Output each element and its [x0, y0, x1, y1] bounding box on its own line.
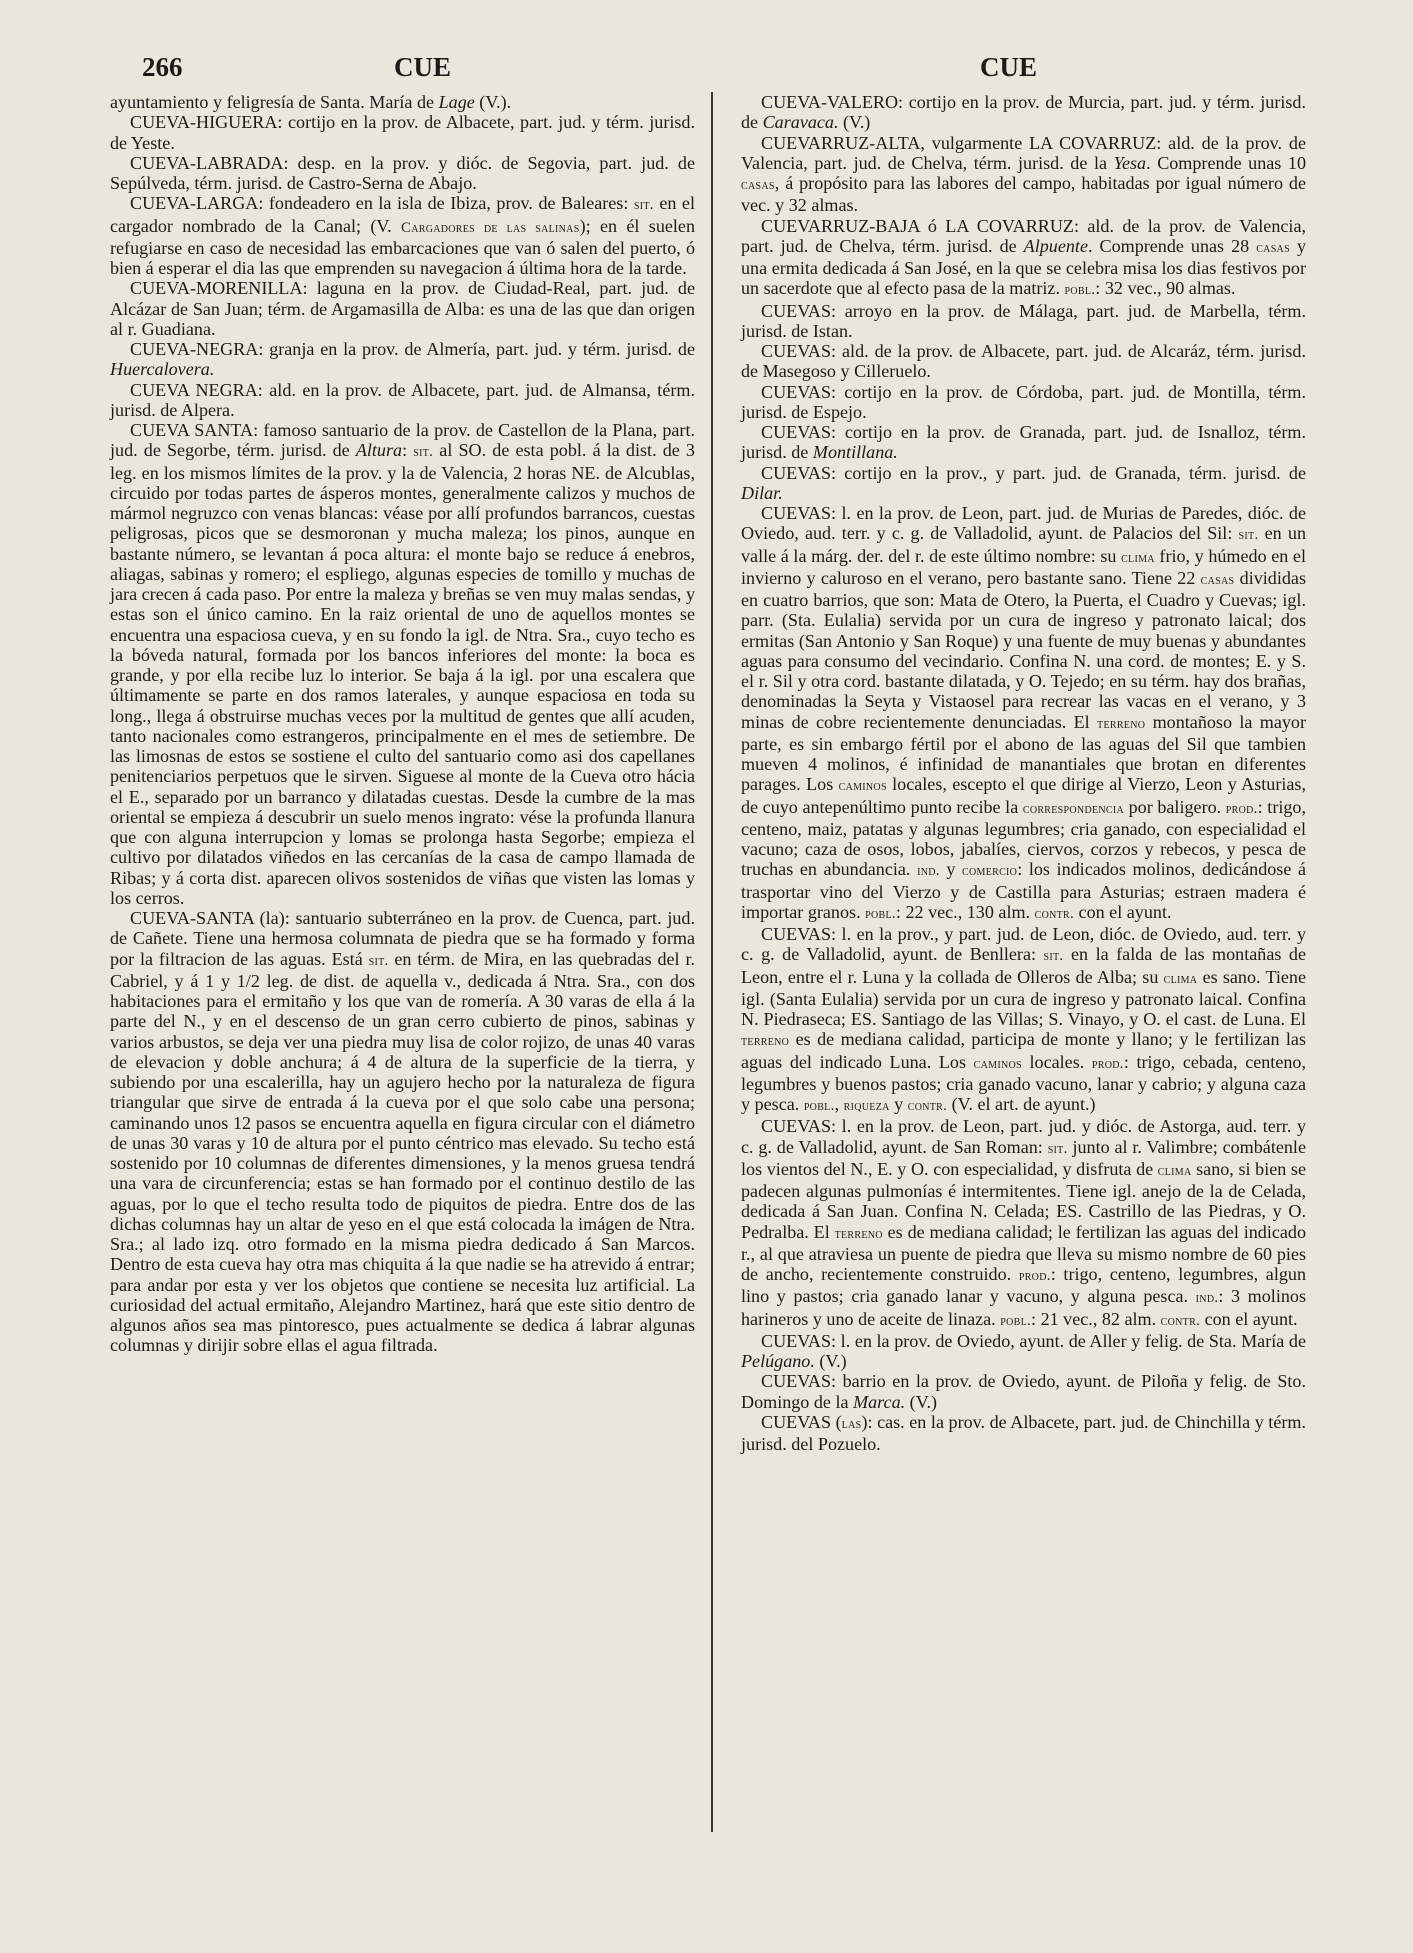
- entry-text: CUEVA SANTA: famoso santuario de la prov. de Castellon de la Plana, part. jud. de Segorbe, térm. jurisd. de: [110, 420, 695, 461]
- entry-text: en la falda de las montañas de Leon, entre el r. Luna y la collada de Olleros de Alba; su: [741, 944, 1306, 987]
- entry-text: CUEVARRUZ-BAJA ó LA COVARRUZ: ald. de la prov. de Valencia, part. jud. de Chelva, térm. jurisd. de: [741, 215, 1306, 256]
- entry-text: pobl.: [803, 1098, 835, 1114]
- entry-text: contr.: [1160, 1312, 1201, 1329]
- entry-text: y una ermita dedicada á San José, en la que se celebra misa los dias festivos por un sacerdote que al efecto pasa de la matriz.: [741, 235, 1307, 299]
- entry-text: (V.): [814, 1351, 847, 1371]
- entry-text: : trigo, centeno, legumbres, algun lino y pastos; cria ganado lanar y vacuno, y alguna pesca.: [741, 1264, 1306, 1307]
- entry-text: divididas en cuatro barrios, que son: Mata de Otero, la Puerta, el Cuadro y Cuevas; igl. parr. (Sta. Eulalia) servida por un cura de ingreso y patronato laical; dos ermitas (San Antonio y San Roque) y una fuente de muy buenas y abundantes aguas para consumo del vecindario. Confina N. una cord. de montes; E. y S. el r. Sil y otra cord. bastante dilatada, y O. Tejedo; en su térm. hay dos brañas, denominadas la Seyta y Vistaosel para recrear las vacas en el verano, y 3 minas de cobre recientemente denunciadas. El: [741, 567, 1306, 732]
- entry-text: CUEVAS: l. en la prov. de Leon, part. jud. de Murias de Paredes, dióc. de Oviedo, aud. terr. y c. g. de Valladolid, ayunt. de Palacios del Sil:: [741, 503, 1306, 544]
- entry-text: CUEVA-SANTA (la): santuario subterráneo en la prov. de Cuenca, part. jud. de Cañete. Tiene una hermosa columnata de piedra que se ha formado y forma por la filtracion de las aguas. Está: [110, 908, 695, 969]
- entry-text: frio, y húmedo en el invierno y caluroso en el verano, pero bastante sano. Tiene 22: [741, 545, 1306, 588]
- entry-text: (V.): [905, 1391, 937, 1412]
- entry-text: CUEVA-VALERO: cortijo en la prov. de Murcia, part. jud. y térm. jurisd. de: [741, 92, 1306, 133]
- entry-text: clima: [1121, 549, 1155, 566]
- entry-text: montañoso la mayor parte, es sin embargo fértil por el abono de las aguas del Sil que tambien mueven 4 molinos, é infinidad de manantiales que brotan en diferentes parages. Los: [741, 711, 1306, 795]
- entry-text: es de mediana calidad; le fertilizan las aguas del indicado r., al que atraviesa un puente de piedra que lleva su mismo nombre de 60 pies de ancho, recientemente construido.: [741, 1221, 1307, 1284]
- entry-text: sit.: [1043, 948, 1064, 965]
- entry-text: (V. el art. de ayunt.): [947, 1094, 1096, 1114]
- entry-text: CUEVAS: l. en la prov. de Leon, part. jud. y dióc. de Astorga, aud. terr. y c. g. de Valladolid, ayunt. de San Roman:: [741, 1116, 1306, 1157]
- entry-text: Pelúgano.: [741, 1351, 815, 1371]
- left-column: [110, 92, 695, 1356]
- entry-text: con el ayunt.: [1074, 901, 1172, 922]
- entry-text: Huercalovera.: [110, 359, 215, 380]
- entry-text: CUEVAS: arroyo en la prov. de Málaga, part. jud. de Marbella, térm. jurisd. de Istan.: [741, 300, 1306, 341]
- entry-text: CUEVA-LABRADA: desp. en la prov. y dióc. de Segovia, part. jud. de Sepúlveda, térm. jurisd. de Castro-Serna de Abajo.: [110, 152, 695, 193]
- left-running-title: CUE: [394, 52, 452, 82]
- dictionary-entry: [741, 1331, 1306, 1372]
- entry-text: caminos: [973, 1055, 1022, 1072]
- entry-text: Marca.: [853, 1391, 906, 1412]
- entry-text: CUEVA-NEGRA: granja en la prov. de Almería, part. jud. y térm. jurisd. de: [130, 339, 695, 359]
- dictionary-entry: [741, 1412, 1306, 1455]
- entry-text: locales.: [1021, 1051, 1092, 1072]
- entry-text: contr.: [907, 1098, 948, 1114]
- entry-text: y: [939, 859, 963, 880]
- entry-text: pobl.: [1000, 1312, 1032, 1329]
- entry-text: es de mediana calidad, participa de monte y llano; y le fertilizan las aguas del indicado Luna. Los: [741, 1029, 1306, 1072]
- entry-text: CUEVAS: barrio en la prov. de Oviedo, ayunt. de Piloña y felig. de Sto. Domingo de la: [741, 1371, 1306, 1412]
- running-header: [108, 52, 1318, 88]
- right-column: [741, 92, 1306, 1454]
- entry-text: CUEVA NEGRA: ald. en la prov. de Albacete, part. jud. de Almansa, térm. jurisd. de Alpera.: [110, 379, 695, 420]
- entry-text: terreno: [1097, 715, 1146, 732]
- entry-text: CUEVAS: l. en la prov., y part. jud. de Leon, dióc. de Oviedo, aud. terr. y c. g. de Valladolid, ayunt. de Benllera:: [741, 924, 1306, 965]
- entry-text: casas: [1256, 239, 1290, 256]
- entry-text: Caravaca.: [762, 112, 839, 133]
- entry-text: ayuntamiento y feligresía de Santa. María de: [110, 92, 439, 112]
- continued-entry: [110, 92, 695, 112]
- entry-text: y: [889, 1094, 908, 1114]
- entry-text: sit.: [413, 444, 434, 461]
- entry-text: CUEVA-LARGA: fondeadero en la isla de Ibiza, prov. de Baleares:: [130, 193, 634, 214]
- entry-text: CUEVA-HIGUERA: cortijo en la prov. de Albacete, part. jud. y térm. jurisd. de Yeste.: [110, 112, 695, 153]
- entry-text: pobl.: [865, 905, 896, 922]
- entry-text: comercio: [962, 863, 1018, 880]
- entry-text: en el cargador nombrado de la Canal; (V.: [110, 193, 695, 236]
- dictionary-entry: [110, 153, 695, 194]
- entry-text: con el ayunt.: [1200, 1308, 1298, 1329]
- entry-text: : 32 vec., 90 almas.: [1095, 278, 1236, 299]
- dictionary-entry: [741, 301, 1306, 342]
- dictionary-entry: [741, 1116, 1306, 1331]
- page-number: 266: [142, 52, 183, 82]
- entry-text: : trigo, cebada, centeno, legumbres y buenos pastos; cria ganado vacuno, lanar y cabrio; y alguna caza y pesca.: [741, 1051, 1306, 1114]
- dictionary-entry: [110, 380, 695, 421]
- entry-text: :: [402, 440, 414, 461]
- dictionary-entry: [741, 382, 1306, 423]
- entry-text: , á propósito para las labores del campo, habitadas por igual número de vec. y 32 almas.: [741, 173, 1306, 216]
- entry-text: casas: [741, 177, 775, 193]
- entry-text: las: [841, 1415, 862, 1432]
- dictionary-entry: [741, 463, 1306, 504]
- entry-text: ind.: [1195, 1290, 1219, 1307]
- entry-text: CUEVAS: ald. de la prov. de Albacete, part. jud. de Alcaráz, térm. jurisd. de Masegoso y Cilleruelo.: [741, 341, 1306, 382]
- entry-text: clima: [1163, 970, 1198, 987]
- entry-text: : trigo, centeno, maiz, patatas y algunas legumbres; cria ganado, con especialidad el vacuno; caza de osos, lobos, jabalíes, ciervos, corzos y rebecos, y pesca de truchas en abundancia.: [741, 796, 1306, 880]
- dictionary-entry: [110, 193, 695, 278]
- entry-text: CUEVA-MORENILLA: laguna en la prov. de Ciudad-Real, part. jud. de Alcázar de San Juan; térm. de Argamasilla de Alba: es una de las que dan origen al r. Guadiana.: [110, 278, 695, 339]
- entry-text: prod.: [1018, 1268, 1051, 1284]
- entry-text: ,: [834, 1094, 844, 1114]
- entry-text: : los indicados molinos, dedicándose á trasportar vino del Vierzo y de Castilla para Asturias; estraen madera é importar granos.: [741, 859, 1307, 922]
- dictionary-entry: [741, 422, 1306, 463]
- entry-text: (V.): [838, 112, 871, 133]
- dictionary-entry: [110, 339, 695, 380]
- entry-text: pobl.: [1064, 282, 1096, 299]
- right-running-title: CUE: [980, 52, 1038, 82]
- entry-text: sano, si bien se padecen algunas pulmonías é intermitentes. Tiene igl. anejo de la de Celada, dedicada á San Juan. Confina N. Celada; ES. Castrillo de las Piedras, y O. Pedralba. El: [741, 1158, 1306, 1242]
- entry-text: caminos: [838, 778, 887, 795]
- entry-text: contr.: [1034, 905, 1075, 922]
- entry-text: : 3 molinos harineros y uno de aceite de linaza.: [741, 1286, 1306, 1329]
- entry-text: CUEVAS: cortijo en la prov., y part. jud. de Granada, térm. jurisd. de: [761, 462, 1306, 483]
- entry-text: prod.: [1225, 800, 1258, 817]
- entry-text: CUEVAS: cortijo en la prov. de Granada, part. jud. de Isnalloz, térm. jurisd. de: [741, 422, 1306, 463]
- entry-text: clima: [1157, 1162, 1192, 1179]
- entry-text: sit.: [1047, 1140, 1068, 1157]
- entry-text: Altura: [355, 440, 403, 461]
- dictionary-entry: [741, 1371, 1306, 1412]
- entry-text: CUEVAS (: [761, 1411, 842, 1432]
- entry-text: locales, escepto el que dirige al Vierzo, Leon y Asturias, de cuyo antepenúltimo punto recibe la: [741, 774, 1306, 817]
- entry-text: . Comprende unas 10: [1146, 152, 1306, 173]
- entry-text: sit.: [633, 197, 654, 214]
- entry-text: casas: [1200, 571, 1235, 588]
- entry-text: . Comprende unas 28: [1087, 235, 1257, 256]
- entry-text: CUEVAS: l. en la prov. de Oviedo, ayunt. de Aller y felig. de Sta. María de: [761, 1330, 1306, 1351]
- entry-text: CUEVARRUZ-ALTA, vulgarmente LA COVARRUZ: ald. de la prov. de Valencia, part. jud. de Chelva, térm. jurisd. de la: [741, 132, 1306, 173]
- entry-text: : 21 vec., 82 alm.: [1031, 1308, 1161, 1329]
- entry-text: CUEVAS: cortijo en la prov. de Córdoba, part. jud. de Montilla, térm. jurisd. de Espejo.: [741, 381, 1306, 422]
- entry-text: Alpuente: [1023, 235, 1088, 256]
- entry-text: riqueza: [843, 1098, 890, 1114]
- dictionary-entry: [110, 278, 695, 339]
- entry-text: ): cas. en la prov. de Albacete, part. jud. de Chinchilla y térm. jurisd. del Pozuelo.: [741, 1411, 1306, 1454]
- dictionary-entry: [741, 341, 1306, 382]
- entry-text: sit.: [1238, 527, 1259, 544]
- entry-text: Lage: [438, 92, 475, 112]
- entry-text: es sano. Tiene igl. (Santa Eulalia) servida por un cura de ingreso y patronato laical. Confina N. Piedraseca; ES. Santiago de las Villas; S. Vinayo, y O. el cast. de Luna. El: [741, 966, 1306, 1029]
- entry-text: Cargadores de las salinas: [401, 219, 580, 236]
- entry-text: en un valle á la márg. der. del r. de este último nombre: su: [741, 523, 1306, 566]
- entry-text: sit.: [368, 952, 389, 969]
- dictionary-entry: [110, 420, 695, 908]
- entry-text: al SO. de esta pobl. á la dist. de 3 leg. en los mismos límites de la prov. y la de Valencia, 2 horas NE. de Alcublas, circuido por todas partes de ásperos montes, generalmente calizos y muchos de mármol negruzco con venas blancas: véase por allí profundos barrancos, cuestas peligrosas, picos que se desmoronan y mucha maleza; los pinos, aunque en bastante número, se levantan á poca altura: el monte bajo se reduce á enebros, aliagas, sabinas y romero; el espliego, algunas especies de tomillo y muchas de jara crecen á cada paso. Por entre la maleza y breñas se ven muy malas sendas, y estas son el único camino. En la raiz oriental de uno de aquellos montes se encuentra una espaciosa cueva, y en su fondo la igl. de Ntra. Sra., cuyo techo es la bóveda natural, formada por los bancos inferiores del monte: la boca es grande, y por ella recibe luz lo interior. Se baja á la igl. por una escalera que últimamente se parte en dos ramos laterales, y aunque espaciosa en toda su long., llega á obstruirse muchas veces por la multitud de gentes que allí acuden, tanto nacionales como estrangeros, principalmente en el mes de setiembre. De las limosnas de estos se sostiene el culto del santuario como asi dos capellanes penitenciarios perpetuos que le sirven. Siguese al monte de la Cueva otro hácia el E., separado por un barranco y dilatadas cuestas. Desde la cumbre de la mas oriental se empieza á descubrir un suelo menos ingrato: vése la profunda llanura que con alguna interrupcion y lomas se prolonga hasta Segorbe; empieza el cultivo por dilatados viñedos en las cercanías de la casa de campo llamada de Ribas; y á corta dist. aparecen olivos sostenidos de viñas que visten las lomas y los cerros.: [110, 440, 695, 908]
- entry-text: Dilar.: [741, 482, 783, 503]
- entry-text: ind.: [917, 863, 940, 880]
- dictionary-entry: [110, 908, 695, 1356]
- dictionary-entry: [110, 112, 695, 153]
- dictionary-entry: [741, 216, 1306, 301]
- entry-text: ); en él suelen refugiarse en caso de necesidad las embarcaciones que van ó salen del puerto, ó bien á esperar el dia las que emprenden su navegacion á última hora de la tarde.: [110, 215, 695, 278]
- entry-text: terreno: [834, 1225, 883, 1242]
- entry-text: Yesa: [1113, 152, 1147, 173]
- dictionary-entry: [741, 924, 1306, 1116]
- entry-text: terreno: [741, 1033, 790, 1050]
- entry-text: : 22 vec., 130 alm.: [895, 901, 1035, 922]
- entry-text: (V.).: [474, 92, 512, 112]
- dictionary-entry: [741, 133, 1306, 216]
- entry-text: junto al r. Valimbre; combátenle los vientos del N., E. y O. con especialidad, y disfruta de: [741, 1136, 1306, 1179]
- column-divider: [711, 92, 713, 1832]
- dictionary-entry: [741, 503, 1306, 924]
- entry-text: en térm. de Mira, en las quebradas del r. Cabriel, y á 1 y 1/2 leg. de dist. de aquella v., dedicada á Ntra. Sra., con dos habitaciones para el ermitaño y los que van de romería. A 30 varas de ella á la parte del N., y en el descenso de un gran cerro cubierto de pinos, sabinas y varios arbustos, se deja ver una piedra muy lisa de color rojizo, de unas 40 varas de elevacion y doble anchura; á 4 de altura de la superficie de la tierra, y subiendo por una escalerilla, hay un agujero hecho por la naturaleza de figura triangular que sirve de entrada á la cueva por el que solo cabe una persona; caminando unos 12 pasos se encuentra aquella en figura circular con el diámetro de unas 30 varas y 10 de altura por el punto céntrico mas elevado. Su techo está sostenido por 10 columnas de diferentes dimensiones, y la menos gruesa tendrá una vara de circunferencia; estas se han formado por el continuo destilo de las aguas, por lo que el techo resulta todo de piquitos de piedra. Entre dos de las dichas columnas hay un altar de yeso en el que está colocada la imágen de Ntra. Sra.; al lado izq. otro formado en la misma piedra dedicado á San Marcos. Dentro de esta cueva hay otra mas chiquita á la que nadie se ha atrevido á entrar; para andar por esta y ver los objetos que contiene se necesita luz artificial. La curiosidad del actual ermitaño, Alejandro Martinez, hará que este sitio dentro de algunos años sea mas pintoresco, pues actualmente se dedica á labrar algunas columnas y dirijir sobre ellas el agua filtrada.: [110, 948, 695, 1356]
- entry-text: correspondencia: [1022, 800, 1125, 817]
- entry-text: Montillana.: [812, 442, 898, 463]
- entry-text: por baligero.: [1124, 796, 1226, 817]
- dictionary-entry: [741, 92, 1306, 133]
- entry-text: prod.: [1091, 1055, 1124, 1072]
